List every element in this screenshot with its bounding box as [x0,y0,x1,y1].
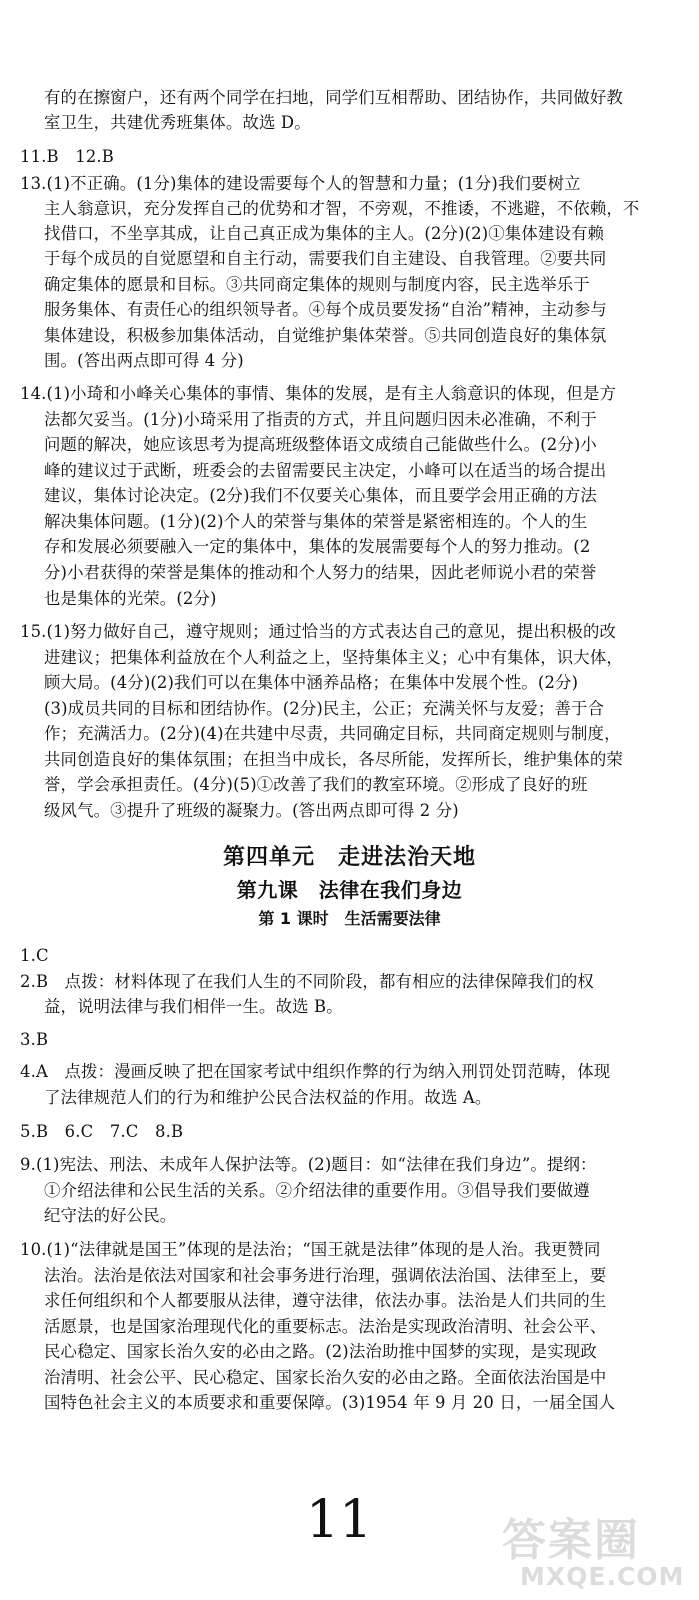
text-line: 确定集体的愿景和目标。③共同商定集体的规则与制度内容，民主选举乐于 [44,275,590,294]
text-line: 级风气。③提升了班级的凝聚力。(答出两点即可得 2 分) [44,801,459,820]
text-line: 9.(1)宪法、刑法、未成年人保护法等。(2)题目：如“法律在我们身边”。提纲： [20,1155,597,1174]
text-line: 法治。法治是依法对国家和社会事务进行治理，强调依法治国、法律至上，要 [44,1266,607,1285]
text-line: 进建议；把集体利益放在个人利益之上，坚持集体主义；心中有集体，识大体， [44,648,623,667]
text-line: 服务集体、有责任心的组织领导者。④每个成员要发扬“自治”精神，主动参与 [44,300,607,319]
text-line: 问题的解决，她应该思考为提高班级整体语文成绩自己能做些什么。(2分)小 [44,435,597,454]
text-line: ①介绍法律和公民生活的关系。②介绍法律的重要作用。③倡导我们要做遵 [44,1181,590,1200]
text-line: 15.(1)努力做好自己，遵守规则；通过恰当的方式表达自己的意见，提出积极的改 [20,622,617,641]
watermark-url: MXQE.COM [520,1562,685,1591]
text-line: 民心稳定、国家长治久安的必由之路。(2)法治助推中国梦的实现，是实现政 [44,1342,597,1361]
text-line: 14.(1)小琦和小峰关心集体的事情、集体的发展，是有主人翁意识的体现，但是方 [20,384,617,403]
text-line: 存和发展必须要融入一定的集体中，集体的发展需要每个人的努力推动。(2 [44,537,591,556]
text-line: 法都欠妥当。(1分)小琦采用了指责的方式，并且问题归因未必准确，不利于 [44,410,597,429]
text-line: 10.(1)“法律就是国王”体现的是法治；“国王就是法律”体现的是人治。我更赞同 [20,1240,601,1259]
text-line: 5.B 6.C 7.C 8.B [20,1122,184,1141]
text-line: 4.A 点拨：漫画反映了把在国家考试中组织作弊的行为纳入刑罚处罚范畴，体现 [20,1062,611,1081]
text-line: 11.B 12.B [20,147,114,166]
lesson-heading: 第九课 法律在我们身边 [236,878,463,902]
text-line: 2.B 点拨：材料体现了在我们人生的不同阶段，都有相应的法律保障我们的权 [20,972,594,991]
unit-heading: 第四单元 走进法治天地 [222,845,476,870]
text-line: 分)小君获得的荣誉是集体的推动和个人努力的结果，因此老师说小君的荣誉 [44,563,597,582]
text-line: 主人翁意识，充分发挥自己的优势和才智，不旁观，不推诿，不逃避，不依赖，不 [44,199,640,218]
text-line: 纪守法的好公民。 [44,1206,177,1225]
text-line: 活愿景，也是国家治理现代化的重要标志。法治是实现政治清明、社会公平、 [44,1317,607,1336]
text-line: 共同创造良好的集体氛围；在担当中成长，各尽所能，发挥所长，维护集体的荣 [44,750,623,769]
text-line: 于每个成员的自觉愿望和自主行动，需要我们自主建设、自我管理。②要共同 [44,249,607,268]
text-line: 集体建设，积极参加集体活动，自觉维护集体荣誉。⑤共同创造良好的集体氛 [44,326,607,345]
text-line: 峰的建议过于武断，班委会的去留需要民主决定，小峰可以在适当的场合提出 [44,461,607,480]
text-line: 建议，集体讨论决定。(2分)我们不仅要关心集体，而且要学会用正确的方法 [44,486,597,505]
text-line: 求任何组织和个人都要服从法律，遵守法律，依法办事。法治是人们共同的生 [44,1291,607,1310]
text-line: 治清明、社会公平、民心稳定、国家长治久安的必由之路。全面依法治国是中 [44,1368,607,1387]
text-line: 13.(1)不正确。(1分)集体的建设需要每个人的智慧和力量；(1分)我们要树立 [20,174,581,193]
text-line: 找借口，不坐享其成，让自己真正成为集体的主人。(2分)(2)①集体建设有赖 [44,224,605,243]
text-line: 围。(答出两点即可得 4 分) [44,351,244,370]
text-line: 有的在擦窗户，还有两个同学在扫地，同学们互相帮助、团结协作，共同做好教 [44,88,623,107]
text-line: 了法律规范人们的行为和维护公民合法权益的作用。故选 A。 [44,1088,492,1107]
text-line: 作；充满活力。(2分)(4)在共建中尽责，共同确定目标，共同商定规则与制度， [44,724,621,743]
text-line: 顾大局。(4分)(2)我们可以在集体中涵养品格；在集体中发展个性。(2分) [44,673,579,692]
period-heading: 第 1 课时 生活需要法律 [258,909,441,928]
text-line: 也是集体的光荣。(2分) [44,589,217,608]
text-line: 室卫生，共建优秀班集体。故选 D。 [44,113,311,132]
text-line: 解决集体问题。(1分)(2)个人的荣誉与集体的荣誉是紧密相连的。个人的生 [44,512,588,531]
text-line: 3.B [20,1030,49,1049]
watermark-title: 答案圈 [502,1515,640,1566]
watermark-logo [488,1500,693,1596]
text-line: 益，说明法律与我们相伴一生。故选 B。 [44,997,343,1016]
page-number: 11 [306,1490,373,1550]
text-line: 誉，学会承担责任。(4分)(5)①改善了我们的教室环境。②形成了良好的班 [44,775,588,794]
text-line: (3)成员共同的目标和团结协作。(2分)民主，公正；充满关怀与友爱；善于合 [44,699,605,718]
text-line: 国特色社会主义的本质要求和重要保障。(3)1954 年 9 月 20 日，一届全国人 [44,1393,616,1412]
text-line: 1.C [20,946,49,965]
